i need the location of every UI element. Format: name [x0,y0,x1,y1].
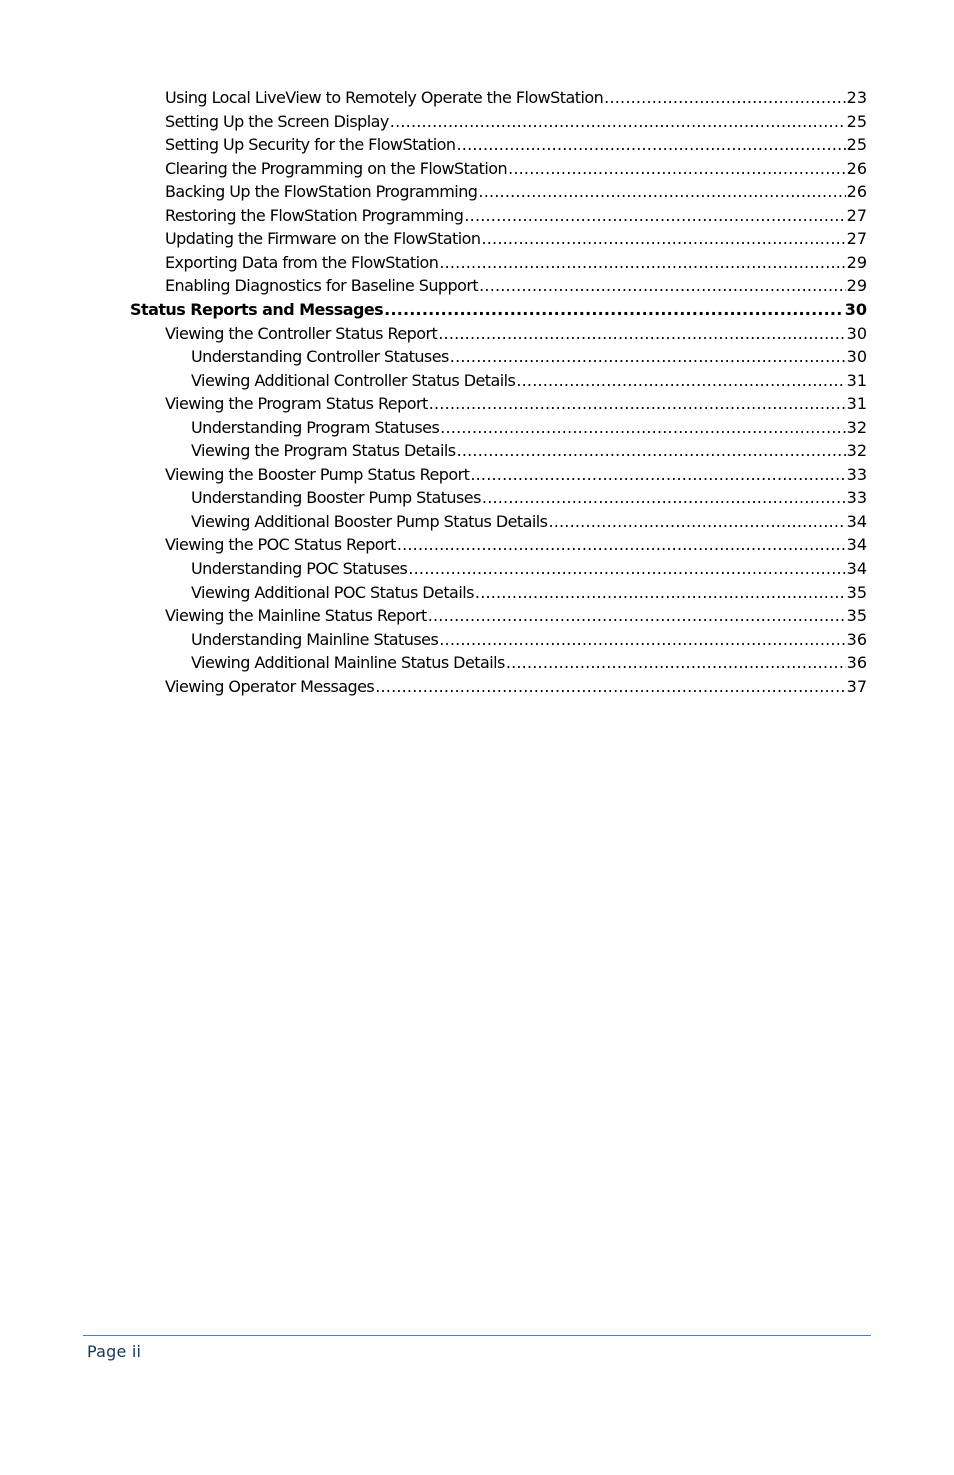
toc-entry-page: 36 [846,653,867,673]
toc-entry-page: 30 [846,347,867,367]
toc-entry-page: 34 [846,559,867,578]
toc-entry[interactable] [165,251,867,275]
toc-entry-title: Understanding Mainline Statuses [191,629,439,649]
toc-entry-title: Viewing the Controller Status Report [165,323,438,343]
toc-entry[interactable] [165,533,867,557]
toc-dot-leader [390,110,846,134]
toc-dot-leader [457,439,846,463]
toc-entry-page: 31 [846,394,867,414]
toc-entry[interactable] [165,110,867,134]
toc-entry[interactable] [165,204,867,228]
toc-entry-page: 37 [846,676,867,696]
toc-entry[interactable] [165,180,867,204]
toc-dot-leader [481,227,845,251]
toc-entry-title: Backing Up the FlowStation Programming [165,182,478,202]
toc-dot-leader [440,416,845,440]
toc-dot-leader [457,133,846,157]
toc-entry-page: 26 [846,158,867,178]
toc-entry-page: 35 [846,582,867,602]
toc-entry-title: Viewing Additional Booster Pump Status Details [191,511,548,531]
toc-entry-title: Clearing the Programming on the FlowStation [165,158,508,178]
toc-entry-page: 34 [846,511,867,531]
toc-entry-page: 29 [846,252,867,272]
toc-entry-title: Status Reports and Messages [130,299,384,319]
toc-dot-leader [375,675,845,699]
toc-entry[interactable] [130,298,867,322]
toc-dot-leader [397,533,846,557]
toc-dot-leader [604,86,845,110]
toc-entry-title: Setting Up Security for the FlowStation [165,135,456,155]
toc-dot-leader [479,274,846,298]
toc-entry-page: 32 [846,417,867,437]
toc-dot-leader [438,322,845,346]
toc-entry[interactable] [191,416,867,440]
toc-entry[interactable] [165,675,867,699]
toc-dot-leader [482,486,846,510]
toc-entry[interactable] [165,392,867,416]
toc-dot-leader [508,157,846,181]
toc-entry[interactable] [191,557,867,581]
toc-entry[interactable] [191,651,867,675]
toc-entry-title: Viewing the POC Status Report [165,535,396,555]
toc-entry-title: Viewing Additional Controller Status Details [191,370,516,390]
toc-entry-page: 31 [846,370,867,390]
toc-entry-page: 26 [846,182,867,202]
toc-entry-title: Updating the Firmware on the FlowStation [165,229,481,249]
toc-entry-page: 27 [846,205,867,225]
toc-entry-title: Using Local LiveView to Remotely Operate the FlowStation [165,88,604,107]
toc-dot-leader [470,463,845,487]
toc-entry[interactable] [191,486,867,510]
toc-entry-page: 25 [846,111,867,131]
toc-entry-page: 30 [846,323,867,343]
toc-entry-page: 33 [846,488,867,508]
toc-entry-page: 32 [846,441,867,461]
toc-entry-title: Exporting Data from the FlowStation [165,252,439,272]
toc-dot-leader [516,369,845,393]
footer-page-number: Page ii [87,1342,142,1361]
toc-entry[interactable] [165,274,867,298]
toc-entry-page: 33 [846,464,867,484]
toc-entry[interactable] [165,322,867,346]
toc-entry[interactable] [191,628,867,652]
toc-entry[interactable] [191,439,867,463]
toc-entry-title: Setting Up the Screen Display [165,111,389,131]
toc-entry-page: 35 [846,606,867,626]
toc-entry-title: Understanding POC Statuses [191,559,408,578]
toc-dot-leader [450,345,846,369]
toc-entry[interactable] [165,157,867,181]
toc-entry[interactable] [191,510,867,534]
toc-entry[interactable] [165,227,867,251]
toc-dot-leader [464,204,845,228]
toc-entry-title: Viewing the Booster Pump Status Report [165,464,470,484]
toc-dot-leader [548,510,845,534]
toc-entry[interactable] [165,86,867,110]
toc-entry-page: 30 [844,299,867,319]
toc-entry-title: Viewing the Mainline Status Report [165,606,427,626]
toc-entry[interactable] [165,604,867,628]
toc-entry-title: Understanding Booster Pump Statuses [191,488,481,508]
toc-entry-title: Viewing Additional Mainline Status Details [191,653,505,673]
toc-entry-page: 25 [846,135,867,155]
toc-entry-title: Enabling Diagnostics for Baseline Support [165,276,479,296]
toc-dot-leader [408,557,845,581]
toc-dot-leader [384,298,844,322]
toc-dot-leader [475,581,846,605]
toc-entry-title: Understanding Program Statuses [191,417,440,437]
toc-entry-title: Viewing the Program Status Report [165,394,428,414]
toc-entry[interactable] [165,463,867,487]
toc-entry-title: Viewing the Program Status Details [191,441,456,461]
toc-entry[interactable] [191,345,867,369]
toc-dot-leader [429,392,846,416]
toc-entry-title: Viewing Operator Messages [165,676,375,696]
toc-entry-page: 36 [846,629,867,649]
toc-entry[interactable] [191,581,867,605]
toc-dot-leader [439,628,845,652]
toc-dot-leader [428,604,846,628]
toc-entry-page: 23 [846,88,867,107]
toc-entry-page: 34 [846,535,867,555]
toc-entry-title: Restoring the FlowStation Programming [165,205,464,225]
toc-entry[interactable] [165,133,867,157]
toc-entry[interactable] [191,369,867,393]
toc-entry-title: Understanding Controller Statuses [191,347,449,367]
toc-dot-leader [506,651,846,675]
toc-entry-page: 27 [846,229,867,249]
toc-entry-title: Viewing Additional POC Status Details [191,582,474,602]
toc-dot-leader [478,180,845,204]
footer-rule [83,1335,871,1336]
toc-dot-leader [439,251,845,275]
toc-entry-page: 29 [846,276,867,296]
